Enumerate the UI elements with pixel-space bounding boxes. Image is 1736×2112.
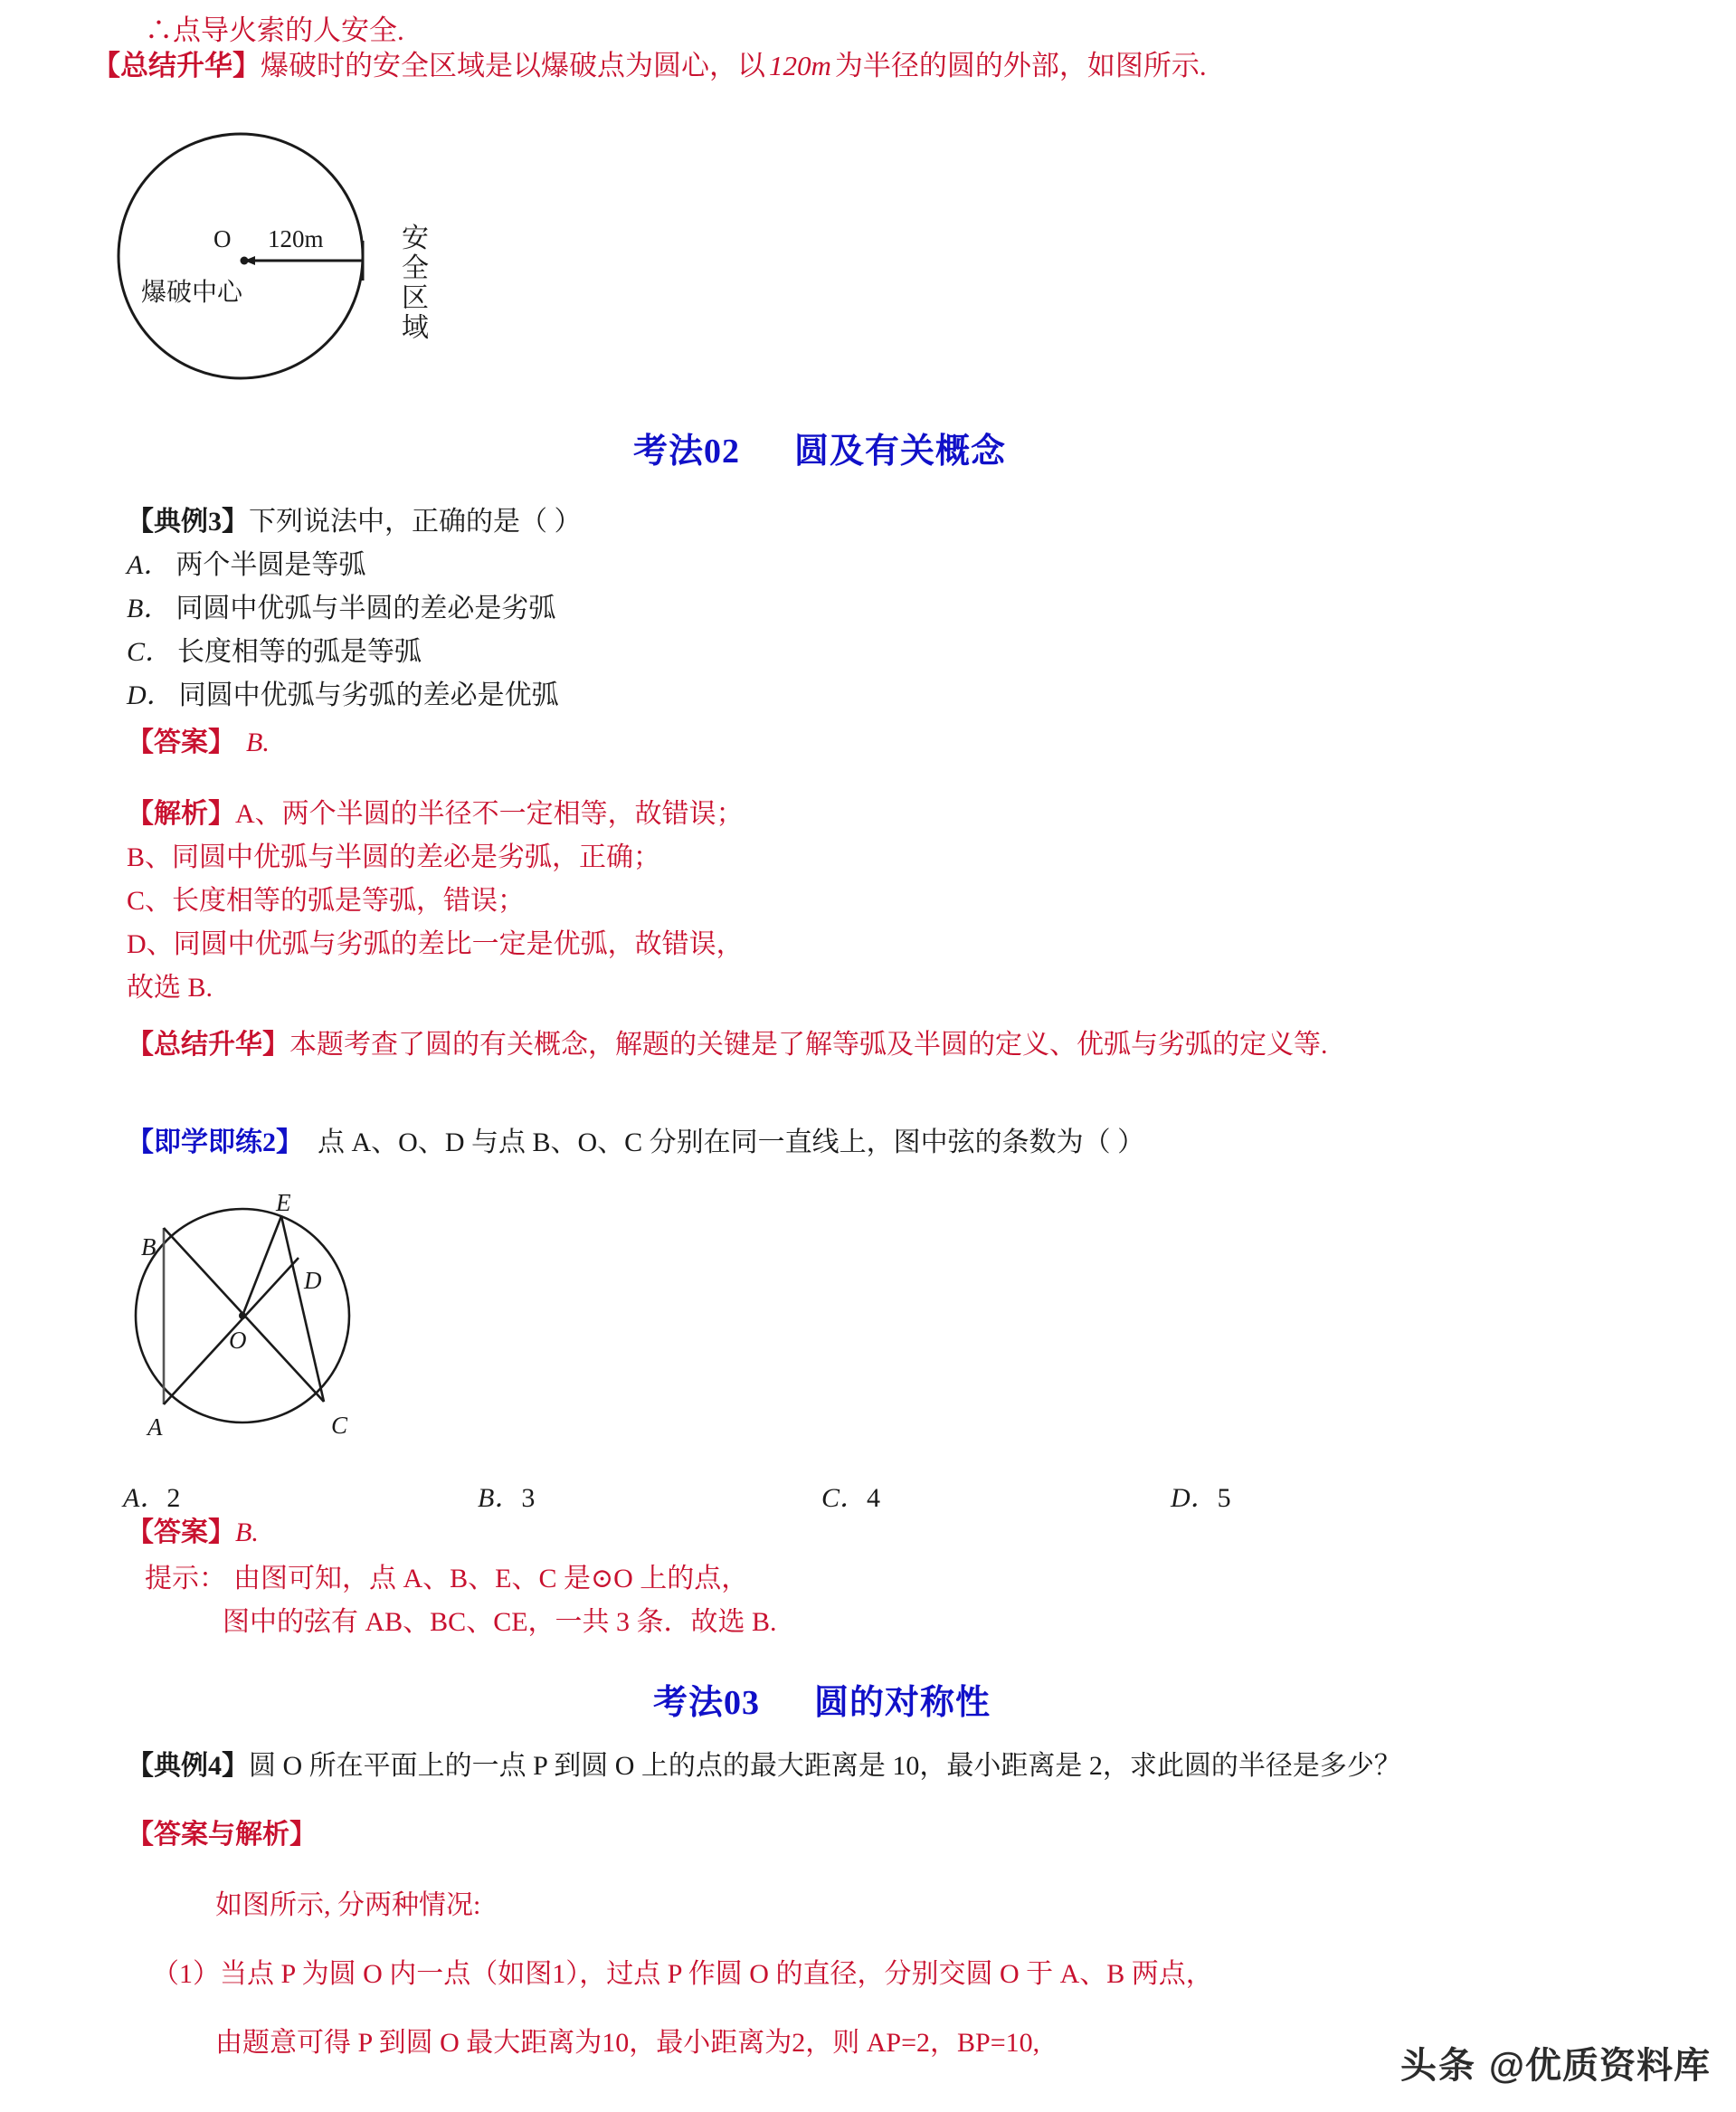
example3-analysis-row-0 — [127, 801, 744, 828]
figure-outside-label-3: 区 — [402, 283, 429, 313]
center-point-dot — [241, 257, 249, 265]
figure-outside-label-4: 域 — [402, 313, 429, 343]
p2-option-c-key: C． — [821, 1483, 868, 1513]
segment-eo — [242, 1216, 281, 1316]
practice2-stem-row — [127, 1129, 1144, 1156]
example3-stem-row — [127, 509, 582, 536]
point-label-d: D — [304, 1267, 322, 1294]
option-b-key: B． — [127, 594, 171, 623]
practice2-option-a — [123, 1475, 180, 1515]
safety-boundary-circle — [119, 134, 363, 378]
example4-line-2: 由题意可得 P 到圆 O 最大距离为10，最小距离为2，则 AP=2，BP=10, — [215, 2028, 1040, 2058]
example4-label: 【典例4】 — [127, 1751, 249, 1781]
example3-analysis-line-2: C、长度相等的弧是等弧，错误； — [127, 886, 526, 916]
point-label-e: E — [276, 1189, 291, 1216]
summary-value: 120m — [769, 50, 831, 81]
figure-radius-label: 120m — [268, 225, 324, 252]
section-02-title: 圆及有关概念 — [794, 433, 1007, 471]
example4-line-0: 如图所示, 分两种情况: — [215, 1890, 481, 1920]
section-03-title: 圆的对称性 — [814, 1684, 991, 1722]
p2-option-d-text: 5 — [1217, 1483, 1231, 1513]
watermark — [1400, 2037, 1711, 2088]
figure-center-label: O — [213, 225, 232, 252]
p2-option-a-key: A． — [123, 1483, 167, 1513]
practice2-answer-value: B. — [235, 1517, 259, 1547]
chord-ec — [281, 1216, 324, 1402]
figure-outside-label-1: 安 — [402, 224, 429, 253]
option-d-text: 同圆中优弧与劣弧的差必是优弧 — [178, 680, 559, 710]
blasting-circle-svg — [107, 127, 505, 389]
practice2-stem: 点 A、O、D 与点 B、O、C 分别在同一直线上，图中弦的条数为（ ） — [318, 1127, 1145, 1157]
example3-answer-value: B. — [246, 728, 270, 757]
example3-summary-label: 【总结升华】 — [127, 1030, 289, 1060]
conclusion-line: ∴点导火索的人安全. — [145, 14, 404, 46]
option-c-key: C． — [127, 637, 173, 667]
point-label-b: B — [141, 1233, 157, 1261]
example4-stem: 圆 O 所在平面上的一点 P 到圆 O 上的点的最大距离是 10，最小距离是 2，求此圆的半径是多少？ — [249, 1751, 1401, 1781]
p2-option-d-key: D． — [1171, 1483, 1218, 1513]
blasting-safety-circle-figure — [107, 127, 505, 389]
example3-answer-row — [127, 729, 270, 756]
center-point-dot — [239, 1312, 246, 1319]
example3-analysis-label: 【解析】 — [127, 799, 235, 829]
circle-with-chords-figure — [98, 1187, 414, 1450]
point-label-a: A — [147, 1413, 163, 1441]
example3-stem: 下列说法中，正确的是（ ） — [249, 507, 582, 537]
example3-summary-row — [127, 1032, 1328, 1059]
practice2-hint-line1: 由图可知，点 A、B、E、C 是⊙O 上的点， — [233, 1564, 749, 1594]
section-heading-03 — [653, 1674, 991, 1724]
example3-option-d — [127, 682, 559, 709]
practice2-option-c — [821, 1475, 880, 1515]
p2-option-c-text: 4 — [867, 1483, 881, 1513]
example4-answer-label: 【答案与解析】 — [127, 1820, 317, 1850]
watermark-brand: 头条 — [1399, 2046, 1476, 2086]
option-d-key: D． — [127, 680, 174, 710]
option-b-text: 同圆中优弧与半圆的差必是劣弧 — [175, 594, 556, 623]
option-a-text: 两个半圆是等弧 — [175, 550, 366, 580]
figure-center-caption: 爆破中心 — [141, 279, 243, 307]
example3-option-c — [127, 639, 422, 666]
practice2-answer-label: 【答案】 — [127, 1517, 235, 1547]
chord-circle-svg — [98, 1187, 414, 1450]
example3-analysis-line-3: D、同圆中优弧与劣弧的差比一定是优弧，故错误， — [127, 929, 744, 959]
example3-analysis-line-1: B、同圆中优弧与半圆的差必是劣弧，正确； — [127, 842, 661, 872]
summary-line-top — [92, 52, 1207, 80]
summary-tail: 为半径的圆的外部，如图所示. — [834, 50, 1207, 81]
practice2-hint-line2: 图中的弦有 AB、BC、CE，一共 3 条．故选 B. — [223, 1607, 777, 1637]
section-02-number: 考法02 — [633, 433, 741, 471]
option-c-text: 长度相等的弧是等弧 — [177, 637, 422, 667]
p2-option-b-key: B． — [478, 1483, 522, 1513]
practice2-hint-label: 提示： — [145, 1564, 226, 1594]
example3-answer-label: 【答案】 — [127, 728, 235, 757]
example3-analysis-line-4: 故选 B. — [127, 973, 213, 1003]
practice2-hint-row — [145, 1565, 748, 1593]
point-label-o: O — [229, 1327, 247, 1354]
section-heading-02 — [633, 423, 1006, 472]
example3-analysis-line-0: A、两个半圆的半径不一定相等，故错误； — [235, 799, 744, 829]
summary-label: 【总结升华】 — [92, 50, 261, 81]
point-label-c: C — [331, 1412, 348, 1439]
p2-option-a-text: 2 — [166, 1483, 181, 1513]
example3-option-a — [127, 552, 365, 579]
p2-option-b-text: 3 — [521, 1483, 536, 1513]
example4-line-1: （1）当点 P 为圆 O 内一点（如图1），过点 P 作圆 O 的直径，分别交圆 O 于 A、B 两点， — [152, 1959, 1213, 1989]
practice2-answer-row — [127, 1519, 259, 1546]
practice2-option-d — [1171, 1475, 1231, 1515]
section-03-number: 考法03 — [653, 1684, 761, 1722]
figure-outside-label-2: 全 — [402, 253, 429, 283]
option-a-key: A． — [127, 550, 171, 580]
summary-text: 爆破时的安全区域是以爆破点为圆心，以 — [261, 50, 765, 81]
example3-option-b — [127, 595, 555, 623]
example4-stem-row — [127, 1753, 1401, 1780]
example3-label: 【典例3】 — [127, 507, 249, 537]
watermark-handle: @优质资料库 — [1488, 2046, 1711, 2086]
practice2-label: 【即学即练2】 — [127, 1127, 303, 1157]
practice2-option-b — [478, 1475, 535, 1515]
example3-summary-text: 本题考查了圆的有关概念，解题的关键是了解等弧及半圆的定义、优弧与劣弧的定义等. — [289, 1030, 1328, 1060]
